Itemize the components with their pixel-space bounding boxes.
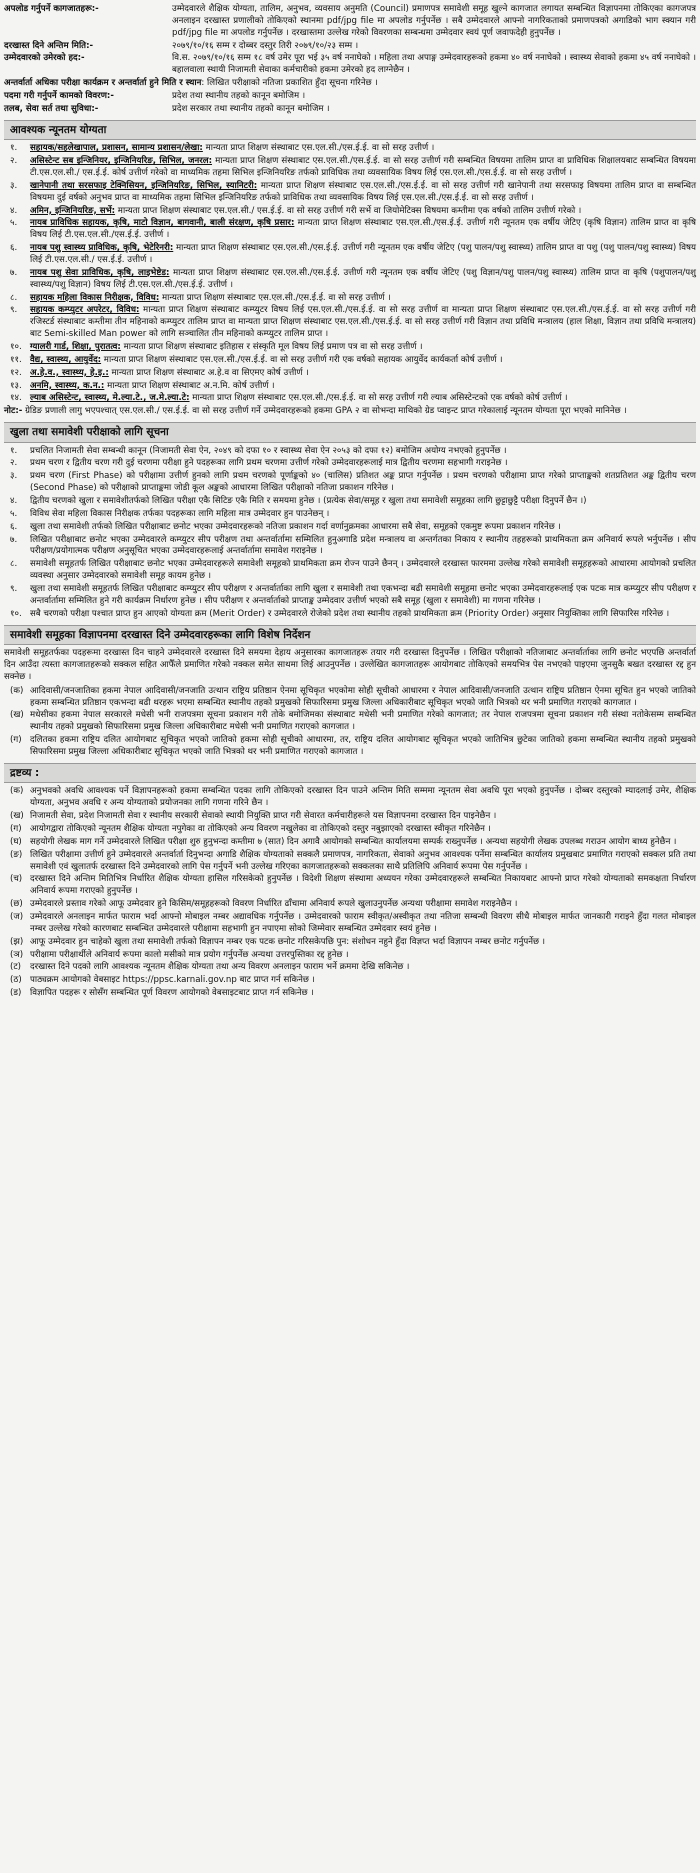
inclusive-heading: समावेशी समूहका विज्ञापनमा दरखास्त दिने उम्मेदवारहरूका लागि विशेष निर्देशन bbox=[4, 625, 696, 645]
age-limit-row bbox=[4, 53, 696, 77]
item-text: खुला तथा समावेशी समूहतर्फ लिखित परीक्षाबाट कम्प्युटर सीप परीक्षण र अन्तर्वार्ताका लागि खुला र समावेशी तथा एकभन्दा बढी समावेशी समूहमा छनोट भएका उम्मेदवारहरूलाई एक पटक मात्र कम्प्युटर सीप परीक्षण र अन्तर्वार्तामा सम्मिलित हुने गरी कार्यक्रम निर्धारण हुनेछ । सीप परीक्षण र अन्तर्वार्ताको प्राप्ताङ्क उम्मेदवार उत्तीर्ण भएको सबै समूह (खुला र समावेशी) मा गणना गरिनेछ । bbox=[30, 584, 696, 606]
item-number: ११. bbox=[10, 354, 22, 365]
upload-docs-label: अपलोड गर्नुपर्ने कागजातहरू:- bbox=[4, 4, 99, 14]
item-body: मान्यता प्राप्त शिक्षण संस्थाबाट एस.एल.सी./एस.ई.ई. वा सो सरह उत्तीर्ण गरी एक वर्षको सहायक आयुर्वेद कार्यकर्ता कोर्ष उत्तीर्ण । bbox=[101, 354, 503, 365]
item-text: विज्ञापित पदहरू र सोसँग सम्बन्धित पूर्ण विवरण आयोगको वेबसाइटबाट प्राप्त गर्न सकिनेछ । bbox=[30, 988, 314, 999]
item-title: वैद्य, स्वास्थ्य, आयुर्वेद: bbox=[30, 354, 102, 365]
open-exam-item bbox=[4, 471, 696, 495]
open-exam-item bbox=[4, 509, 696, 521]
note-item bbox=[4, 786, 696, 810]
item-title: सहायक महिला विकास निरीक्षक, विविध: bbox=[30, 292, 160, 303]
item-text: मधेसीका हकमा नेपाल सरकारले मधेसी भनी राजपत्रमा सूचना प्रकाशन गरी तोके बमोजिमका संस्थाबाट मधेसी भनी प्रमाणित गरेको कागजात; तर नेपाल राजपत्रमा सूचना प्रकाशन गरी संस्था नतोकेसम्म सम्बन्धित स्थानीय तहको प्रमुखको सिफारिसमा प्रमुख जिल्ला अधिकारीबाट मधेसी भनी प्रमाणित गराएको कागजात । bbox=[30, 710, 696, 733]
item-number: ९. bbox=[10, 305, 18, 316]
qualification-item bbox=[4, 243, 696, 267]
qualification-item bbox=[4, 156, 696, 180]
item-number: (ञ) bbox=[10, 949, 24, 960]
note-item bbox=[4, 837, 696, 849]
inclusive-item bbox=[4, 686, 696, 710]
item-title: अमिन, इन्जिनियरिङ, सर्भे: bbox=[30, 205, 116, 216]
item-number: ७. bbox=[10, 267, 18, 278]
item-title: नायब पशु स्वास्थ्य प्राविधिक, कृषि, भेटेरिनरी: bbox=[30, 243, 174, 254]
item-number: (च) bbox=[10, 874, 23, 885]
item-number: १२. bbox=[10, 367, 22, 378]
upload-docs-value: उम्मेदवारले शैक्षिक योग्यता, तालिम, अनुभव, व्यवसाय अनुमति (Council) प्रमाणपत्र समावेशी समूह खुल्ने कागजात लगायत सम्बन्धित विज्ञापनमा तोकिएका कागजपत्र अनलाइन दरखास्त प्रणालीको तोकिएको स्थानमा pdf/jpg file मा अपलोड गर्नुपर्नेछ । सबै उम्मेदवारले आफ्नो नागरिकताको प्रमाणपत्रको अगाडिको भाग स्क्यान गरी pdf/jpg file मा अपलोड गर्नुपर्नेछ । दरखास्तमा उल्लेख गरेको विवरणका सम्बन्धमा उम्मेदवार स्वयं पूर्ण जवाफदेही हुनुपर्नेछ । bbox=[172, 4, 696, 38]
item-number: (ग) bbox=[10, 735, 22, 746]
job-description-label: पदमा गरी गर्नुपर्ने कामको विवरण:- bbox=[4, 91, 114, 102]
item-number: १०. bbox=[10, 608, 22, 619]
item-body: मान्यता प्राप्त शिक्षण संस्थाबाट एस.एल.सी./एस.ई.ई. वा सो सरह उत्तीर्ण गरी सम्बन्धित विषयमा तालिम प्राप्त वा प्राविधिक शिक्षालयबाट सम्बन्धित विषयमा टी.एस.एल.सी./ एस.ई.ई. कोर्ष उत्तीर्ण गरेको वा माध्यमिक तहमा सिभिल इन्जिनियरिङ तर्फको प्राविधिक तथा व्यवसायिक विषय लिई एस.एल.सी./एस.ई.ई. वा सो सरह उत्तीर्ण । bbox=[30, 156, 696, 178]
item-text: सहयोगी लेखक माग गर्ने उम्मेदवारले लिखित परीक्षा शुरु हुनुभन्दा कम्तीमा ७ (सात) दिन अगावै आयोगको सम्बन्धित कार्यालयमा सम्पर्क राख्नुपर्नेछ । अन्यथा सहयोगी लेखक उपलब्ध गराउन आयोग बाध्य हुनेछैन । bbox=[30, 836, 677, 847]
item-body: मान्यता प्राप्त शिक्षण संस्थाबाट अ.न.मि. कोर्ष उत्तीर्ण । bbox=[104, 380, 275, 391]
item-body: मान्यता प्राप्त शिक्षण संस्थाबाट अ.हे.व वा सिएमए कोर्ष उत्तीर्ण । bbox=[108, 367, 309, 378]
item-title: अनमि, स्वास्थ्य, क.न.: bbox=[30, 380, 105, 391]
open-exam-item bbox=[4, 609, 696, 621]
qualification-item bbox=[4, 293, 696, 305]
item-number: (ड) bbox=[10, 988, 22, 999]
qualification-item bbox=[4, 368, 696, 380]
notes-list bbox=[4, 786, 696, 1000]
note-item bbox=[4, 874, 696, 898]
item-text: प्रथम चरण (First Phase) को परीक्षामा उत्तीर्ण हुनको लागि प्रथम चरणको पूर्णाङ्कको ४० (चालिस) प्रतिशत अङ्क प्राप्त गर्नुपर्नेछ । प्रथम चरणको परीक्षामा प्राप्त गरेको प्राप्ताङ्कको शतप्रतिशत अङ्क द्वितीय चरण (Second Phase) को परीक्षाको प्राप्ताङ्कमा जोडी कूल अङ्कको आधारमा लिखित परीक्षाको नतिजा प्रकाशन गरिनेछ । bbox=[30, 471, 696, 494]
inclusive-item bbox=[4, 735, 696, 759]
item-number: ९. bbox=[10, 584, 18, 595]
item-text: परीक्षामा परीक्षार्थीले अनिवार्य रूपमा कालो मसीको मात्र प्रयोग गर्नुपर्नेछ अन्यथा उत्तरपुस्तिका रद्द हुनेछ । bbox=[30, 949, 349, 960]
exam-schedule-value: : लिखित परीक्षाको नतिजा प्रकाशित हुँदा सूचना गरिनेछ । bbox=[201, 78, 378, 89]
salary-value: प्रदेश सरकार तथा स्थानीय तहको कानून बमोजिम । bbox=[172, 103, 330, 114]
open-exam-item bbox=[4, 458, 696, 470]
inclusive-item bbox=[4, 710, 696, 734]
item-number: १४. bbox=[10, 393, 22, 404]
item-number: ८. bbox=[10, 559, 18, 570]
item-text: अनुभवको अवधि आवश्यक पर्ने विज्ञापनहरूको हकमा सम्बन्धित पदका लागि तोकिएको दरखास्त दिन पाउने अन्तिम मिति सम्ममा न्यूनतम सेवा अवधि पूरा भएको हुनुपर्नेछ । दोब्बर दस्तुरको म्यादलाई उमेर, शैक्षिक योग्यता, अनुभव अवधि र अन्य योग्यताको प्रयोजनका लागि गणना गरिने छैन । bbox=[30, 786, 696, 809]
item-number: १. bbox=[10, 445, 18, 456]
qualification-note bbox=[4, 406, 696, 418]
salary-label: तलब, सेवा सर्त तथा सुविधा:- bbox=[4, 103, 99, 114]
item-body: मान्यता प्राप्त शिक्षण संस्थाबाट एस.एल.सी./एस.ई.ई. वा सो सरह उत्तीर्ण गरी खानेपानी तथा सरसफाइ विषयमा तालिम प्राप्त वा सम्बन्धित विषयमा दुई वर्षको अनुभव प्राप्त वा माध्यमिक तहमा सिभिल इन्जिनियरिङ तर्फको प्राविधिक तथा व्यवसायिक विषय लिई एस.एल.सी./एस.ई.ई. वा सो सरह उत्तीर्ण । bbox=[30, 180, 696, 203]
item-number: (ट) bbox=[10, 962, 22, 973]
qualification-item bbox=[4, 218, 696, 242]
item-text: लिखित परीक्षाबाट छनोट भएका उम्मेदवारले कम्प्युटर सीप परीक्षण तथा अन्तर्वार्तामा सम्मिलित हुनुअगाडि प्रदेश मन्त्रालय वा अन्तर्गतका निकाय र स्थानीय तहहरूको प्राथमिकता क्रम अनिवार्य रूपले भर्नुपर्नेछ । सीप परीक्षण/प्रयोगात्मक परीक्षण अनुसूचित भएका उम्मेदवारहरूलाई अन्तर्वार्तामा समावेश गराइनेछ । bbox=[30, 534, 696, 557]
inclusive-intro: समावेशी समूहतर्फका पदहरूमा दरखास्त दिन चाहने उम्मेदवारले दरखास्त दिने समयमा देहाय अनुसारका कागजातहरू तयार गरी दरखास्त दिनुपर्नेछ । लिखित परीक्षाको नतिजाबाट अन्तर्वार्ताका लागि छनोट भएपछि अन्तर्वार्ता दिन आउँदा त्यस्ता कागजातहरूको सक्कल सहित आफैँले प्रमाणित गरेको नक्कल समेत साथमा लिई आउनुपर्नेछ । उल्लेखित कागजातहरू आयोगबाट तोकिएको समयभित्र पेस नभएको पाइएमा जुनसुकै बखत दरखास्त रद्द हुन सक्नेछ । bbox=[4, 648, 696, 682]
exam-schedule-line bbox=[4, 78, 696, 90]
item-text: दलितका हकमा राष्ट्रिय दलित आयोगबाट सूचिकृत भएको जातिको हकमा सोही सूचीको आधारमा, तर, राष्ट्रिय दलित आयोगबाट सूचिकृत भएको जातिभित्र छुटेका जातिको हकमा सम्बन्धित स्थानीय तहको प्रमुखको सिफारिसमा प्रमुख जिल्ला अधिकारीबाट सूचिकृत भएको जाति भित्रको थर भनी प्रमाणित गराएको कागजात । bbox=[30, 735, 696, 757]
item-number: १. bbox=[10, 143, 18, 154]
item-title: असिस्टेन्ट सब इन्जिनियर, इन्जिनियरिङ, सिभिल, जनरल: bbox=[30, 156, 213, 167]
item-text: लिखित परीक्षामा उत्तीर्ण हुने उम्मेदवारले अन्तर्वार्ता दिनुभन्दा अगाडि शैक्षिक योग्यताको सक्कलै प्रमाणपत्र, नागरिकता, सेवाको अनुभव आवश्यक पर्नेमा सम्बन्धित कार्यालय प्रमुखबाट प्रमाणित गराएको सक्कल प्रति तथा समावेशी एवं खुलातर्फ दरखास्त दिने उम्मेदवारको लागि पेस गर्नुपर्ने भनी उल्लेख गरिएका कागजातहरूको सक्कलका साथै प्रतिलिपि अनिवार्य रूपमा पेस गर्नुपर्नेछ । bbox=[30, 849, 696, 872]
open-exam-heading: खुला तथा समावेशी परीक्षाको लागि सूचना bbox=[4, 422, 696, 442]
item-number: (झ) bbox=[10, 936, 24, 947]
item-text: दरखास्त दिने अन्तिम मितिभित्र निर्धारित शैक्षिक योग्यता हासिल गरिसकेको हुनुपर्नेछ । विदेशी शिक्षण संस्थामा अध्ययन गरेका उम्मेदवारहरूले सम्बन्धित निकायबाट आफ्नो प्राप्त गरेको योग्यताको समकक्षता निर्धारण अनिवार्य रूपमा गराएको हुनुपर्नेछ । bbox=[30, 874, 696, 897]
item-title: ल्याब असिस्टेन्ट, स्वास्थ्य, मे.ल्या.टे., ज.मे.ल्या.टे: bbox=[30, 393, 190, 404]
item-number: २. bbox=[10, 156, 18, 167]
item-number: (क) bbox=[10, 685, 24, 696]
exam-schedule-label: अन्तर्वार्ता अधिका परीक्षा कार्यक्रम र अन्तर्वार्ता हुने मिति र स्थान bbox=[4, 78, 202, 89]
upload-docs-row bbox=[4, 4, 696, 40]
note-item bbox=[4, 899, 696, 911]
open-exam-item bbox=[4, 446, 696, 458]
item-number: (ख) bbox=[10, 710, 24, 721]
item-number: ७. bbox=[10, 534, 18, 545]
item-number: ६. bbox=[10, 243, 18, 254]
item-text: पाठ्यक्रम आयोगको वेबसाइट https://ppsc.karnali.gov.np बाट प्राप्त गर्न सकिनेछ । bbox=[30, 975, 315, 986]
item-number: ८. bbox=[10, 292, 18, 303]
item-body: मान्यता प्राप्त शिक्षण संस्थाबाट एस.एल.सी./एस.ई.ई. वा सो सरह उत्तीर्ण । bbox=[159, 292, 391, 303]
salary-row bbox=[4, 104, 696, 116]
deadline-row bbox=[4, 41, 696, 53]
qualification-item bbox=[4, 381, 696, 393]
item-text: खुला तथा समावेशी तर्फको लिखित परीक्षाबाट छनोट भएका उम्मेदवारहरूको नतिजा प्रकाशन गर्दा वर्णानुक्रमका आधारमा सबै सेवा, समूहको एकमुष्ट रूपमा प्रकाशन गरिनेछ । bbox=[30, 521, 561, 532]
item-title: सहायक/सहलेखापाल, प्रशासन, सामान्य प्रशासन/लेखा: bbox=[30, 143, 203, 154]
item-text: उम्मेदवारले प्रस्ताव गरेको आफू उम्मेदवार हुने किसिम/समूहहरूको विवरण निर्धारित ढाँचामा अनिवार्य रूपले खुलाउनुपर्नेछ अन्यथा परीक्षामा समावेश गराइनेछैन । bbox=[30, 899, 518, 910]
item-body: मान्यता प्राप्त शिक्षण संस्थाबाट एस.एल.सी./एस.ई.ई. उत्तीर्ण गरी न्यूनतम एक वर्षीय जेटिए (पशु पालन/पशु स्वास्थ्य) तालिम प्राप्त वा पशु (पशु पालन/पशु स्वास्थ्य) विषय लिई टी.एस.एल.सी./ एस.ई.ई. उत्तीर्ण । bbox=[30, 243, 696, 265]
qualification-item bbox=[4, 305, 696, 341]
item-body: मान्यता प्राप्त शिक्षण संस्थाबाट एस.एल.सी./एस.ई.ई. वा सो सरह उत्तीर्ण । bbox=[202, 143, 435, 154]
item-text: आयोगद्वारा तोकिएको न्यूनतम शैक्षिक योग्यता नपुगेका वा तोकिएको अन्य विवरण नखुलेका वा तोकिएको दस्तुर नबुझाएको दरखास्त स्वीकृत गरिनेछैन । bbox=[30, 823, 491, 834]
open-exam-item bbox=[4, 584, 696, 608]
item-number: (ख) bbox=[10, 811, 24, 822]
item-number: (ग) bbox=[10, 823, 22, 834]
note-item bbox=[4, 975, 696, 987]
qualification-list bbox=[4, 143, 696, 405]
item-number: २. bbox=[10, 458, 18, 469]
item-body: मान्यता प्राप्त शिक्षण संस्थाबाट एस.एल.सी./एस.ई.ई. उत्तीर्ण गरी न्यूनतम एक वर्षीय जेटिए (पशु विज्ञान/पशु पालन/पशु स्वास्थ्य) तालिम प्राप्त वा कृषि (पशुपालन/पशु स्वास्थ्य/पशु विज्ञान) विषय लिई टी.एस.एल.सी./एस.ई.ई. उत्तीर्ण । bbox=[30, 267, 696, 290]
item-text: प्रथम चरण र द्वितीय चरण गरी दुई चरणमा परीक्षा हुने पदहरूका लागि प्रथम चरणमा उत्तीर्ण गरेको उम्मेदवारहरूलाई मात्र द्वितीय चरणमा सहभागी गराइनेछ । bbox=[30, 458, 508, 469]
item-number: ५. bbox=[10, 508, 18, 519]
item-number: ४. bbox=[10, 496, 18, 507]
item-body: मान्यता प्राप्त शिक्षण संस्थाबाट इतिहास र संस्कृति मूल विषय लिई प्रमाण पत्र वा सो सरह उत्तीर्ण । bbox=[120, 341, 423, 352]
open-exam-item bbox=[4, 535, 696, 559]
open-exam-item bbox=[4, 559, 696, 583]
job-description-row bbox=[4, 91, 696, 103]
item-number: (घ) bbox=[10, 836, 22, 847]
item-number: ३. bbox=[10, 180, 18, 191]
note-item bbox=[4, 850, 696, 874]
age-limit-value: वि.स. २०७९/१०/१६ सम्म १८ वर्ष उमेर पूरा भई ३५ वर्ष ननाघेको । महिला तथा अपाङ्ग उम्मेदवारहरूको हकमा ४० वर्ष ननाघेको । स्वास्थ्य सेवाको हकमा ४५ वर्ष ननाघेको । बहालवाला स्थायी निजामती सेवाका कर्मचारीको हकमा उमेरको हद लाग्नेछैन । bbox=[172, 53, 696, 76]
item-text: समावेशी समूहतर्फ लिखित परीक्षाबाट छनोट भएका उम्मेदवारहरूले समावेशी समूहको प्राथमिकता क्रम रोज्न पाउने छैनन् । उम्मेदवारले दरखास्त फारममा उल्लेख गरेको समावेशी समूहहरूको आधारमा आयोगको प्रचलित व्यवस्था अनुसार उम्मेदवारको समावेशी समूह कायम हुनेछ । bbox=[30, 559, 696, 582]
note-item bbox=[4, 811, 696, 823]
item-text: उम्मेदवारले अनलाइन मार्फत फाराम भर्दा आफ्नो मोबाइल नम्बर अद्यावधिक गर्नुपर्नेछ । उम्मेदवारको फाराम स्वीकृत/अस्वीकृत तथा नतिजा सम्बन्धी विवरण सीधै मोबाइल मार्फत जानकारी गराइने हुँदा गलत मोबाइल नम्बर उल्लेख गरेको कारणबाट सम्बन्धित उम्मेदवारले परीक्षामा सहभागी हुन नपाएमा सोको जिम्मेवार सम्बन्धित उम्मेदवार स्वयं हुनेछ । bbox=[30, 911, 696, 934]
item-number: १३. bbox=[10, 380, 22, 391]
deadline-value: २०७९/१०/१६ सम्म र दोब्बर दस्तुर तिरी २०७९/१०/२३ सम्म । bbox=[172, 40, 359, 51]
qualification-item bbox=[4, 181, 696, 205]
item-number: ४. bbox=[10, 205, 18, 216]
item-text: सबै चरणको परीक्षा पश्चात प्राप्त हुन आएको योग्यता क्रम (Merit Order) र उम्मेदवारले रोजेको प्रदेश तथा स्थानीय तहको प्राथमिकता क्रम (Priority Order) अनुसार नियुक्तिका लागि सिफारिस गरिनेछ । bbox=[30, 608, 670, 619]
item-title: नायब प्राविधिक सहायक, कृषि, माटो विज्ञान, बागवानी, बाली संरक्षण, कृषि प्रसार: bbox=[30, 218, 295, 229]
deadline-label: दरखास्त दिने अन्तिम मिति:- bbox=[4, 40, 94, 51]
item-number: (ज) bbox=[10, 911, 24, 922]
item-text: निजामती सेवा, प्रदेश निजामती सेवा र स्थानीय सरकारी सेवाको स्थायी नियुक्ति प्राप्त गरी सेवारत कर्मचारीहरूले यस विज्ञापनमा दरखास्त दिन पाइनेछैन । bbox=[30, 811, 497, 822]
item-text: आदिवासी/जनजातिका हकमा नेपाल आदिवासी/जनजाति उत्थान राष्ट्रिय प्रतिष्ठान ऐनमा सूचिकृत भएकोमा सोही सूचीको आधारमा र नेपाल आदिवासी/जनजाति उत्थान राष्ट्रिय प्रतिष्ठान ऐनमा सूचित हुन भएको जातिको हकमा सम्बन्धित प्रतिष्ठान एकभन्दा बढी थरहरू भएमा सम्बन्धित स्थानीय तहको प्रमुखको सिफारिसमा प्रमुख जिल्ला अधिकारीबाट सूचिकृत भएको जाति भित्रको थर भनी प्रमाणित गराएको कागजात । bbox=[30, 685, 696, 708]
item-title: खानेपानी तथा सरसफाइ टेक्निसियन, इन्जिनियरिङ, सिभिल, स्यानिटरी: bbox=[30, 180, 258, 191]
note-label: नोट:- bbox=[4, 406, 23, 417]
item-number: (ङ) bbox=[10, 849, 23, 860]
qualification-item bbox=[4, 143, 696, 155]
item-body: मान्यता प्राप्त शिक्षण संस्थाबाट एस.एल.सी./एस.ई.ई. उत्तीर्ण गरी न्यूनतम एक वर्षीय जेटिए (कृषि विज्ञान) तालिम प्राप्त वा कृषि विषय लिई टी.एस.एल.सी./एस.ई.ई. उत्तीर्ण । bbox=[30, 218, 696, 241]
item-body: मान्यता प्राप्त शिक्षण संस्थाबाट कम्प्युटर विषय लिई एस.एल.सी./एस.ई.ई. वा सो सरह उत्तीर्ण वा मान्यता प्राप्त शिक्षण संस्थाबाट एस.एल.सी./एस.ई.ई. वा सो सरह उत्तीर्ण गरी रजिस्टर्ड संस्थाबाट कम्तीमा तीन महिनाको कम्प्युटर तालिम प्राप्त वा मान्यता प्राप्त शिक्षण संस्थाबाट एस.एल.सी./एस.ई.ई. वा सो सरह उत्तीर्ण गरी विज्ञान तथा प्रविधि मन्त्रालय (हाल शिक्षा, विज्ञान तथा प्रविधि मन्त्रालय) बाट Semi-skilled Man power को लागि सञ्चालित तीन महिनाको कम्प्युटर तालिम प्राप्त । bbox=[30, 305, 696, 340]
qualification-heading: आवश्यक न्यूनतम योग्यता bbox=[4, 120, 696, 140]
item-text: आफू उम्मेदवार हुन चाहेको खुला तथा समावेशी तर्फको विज्ञापन नम्बर एक पटक छनोट गरिसकेपछि पुन: संशोधन नहुने हुँदा विज्ञप्त भर्दा विज्ञापन नम्बर छनोट गर्नुपर्नेछ । bbox=[30, 936, 546, 947]
qualification-item bbox=[4, 393, 696, 405]
qualification-item bbox=[4, 342, 696, 354]
note-item bbox=[4, 962, 696, 974]
item-title: अ.हे.व., स्वास्थ्य, हे.इ.: bbox=[30, 367, 109, 378]
item-body: मान्यता प्राप्त शिक्षण संस्थाबाट एस.एल.सी./ एस.ई.ई. वा सो सरह उत्तीर्ण गरी सर्भे वा जियोमेटिक्स विषयमा कम्तीमा एक वर्षको तालिम उत्तीर्ण गरेको । bbox=[115, 205, 582, 216]
note-item bbox=[4, 950, 696, 962]
age-limit-label: उम्मेदवारको उमेरको हद:- bbox=[4, 53, 85, 64]
note-item bbox=[4, 988, 696, 1000]
item-number: (छ) bbox=[10, 899, 23, 910]
note-item bbox=[4, 937, 696, 949]
item-text: द्वितीय चरणको खुला र समावेशीतर्फको लिखित परीक्षा एकै सिटिङ एकै मिति र समयमा हुनेछ । (प्रत्येक सेवा/समूह र खुला तथा समावेशी समूहका लागि छुट्टाछुट्टै परीक्षा दिनुपर्ने छैन ।) bbox=[30, 496, 587, 507]
item-number: (क) bbox=[10, 786, 24, 797]
item-title: सहायक कम्प्युटर अपरेटर, विविध: bbox=[30, 305, 140, 316]
qualification-item bbox=[4, 268, 696, 292]
open-exam-item bbox=[4, 496, 696, 508]
item-title: ग्यालरी गार्ड, शिक्षा, पुरातत्व: bbox=[30, 341, 121, 352]
item-text: विविध सेवा महिला विकास निरीक्षक तर्फका पदहरूका लागि महिला मात्र उम्मेदवार हुन पाउनेछन् । bbox=[30, 508, 330, 519]
notes-heading: द्रष्टव्य : bbox=[4, 763, 696, 783]
open-exam-item bbox=[4, 522, 696, 534]
item-number: ६. bbox=[10, 521, 18, 532]
open-exam-list bbox=[4, 446, 696, 621]
note-text: ग्रेडिङ प्रणाली लागु भएपश्चात् एस.एल.सी./ एस.ई.ई. वा सो सरह उत्तीर्ण गर्ने उम्मेदवारहरूको हकमा GPA २ वा सोभन्दा माथिको ग्रेड प्वाइन्ट प्राप्त गरेकालाई न्यूनतम योग्यता पूरा भएको मानिनेछ । bbox=[22, 406, 627, 417]
item-title: नायब पशु सेवा प्राविधिक, कृषि, लाइभेष्टेड: bbox=[30, 267, 170, 278]
qualification-item bbox=[4, 355, 696, 367]
note-item bbox=[4, 824, 696, 836]
job-description-value: प्रदेश तथा स्थानीय तहको कानून बमोजिम । bbox=[172, 91, 306, 102]
item-number: ३. bbox=[10, 471, 18, 482]
item-number: ५. bbox=[10, 218, 18, 229]
item-body: मान्यता प्राप्त शिक्षण संस्थाबाट एस.एल.सी./एस.ई.ई. वा सो सरह उत्तीर्ण गरी ल्याब असिस्टेन्टको एक वर्षको कोर्ष उत्तीर्ण । bbox=[189, 393, 568, 404]
item-number: १०. bbox=[10, 341, 22, 352]
inclusive-list bbox=[4, 686, 696, 759]
note-item bbox=[4, 912, 696, 936]
item-text: प्रचलित निजामती सेवा सम्बन्धी कानून (निजामती सेवा ऐन, २०४९ को दफा १० र स्वास्थ्य सेवा ऐन २०५३ को दफा १२) बमोजिम अयोग्य नभएको हुनुपर्नेछ । bbox=[30, 445, 507, 456]
qualification-item bbox=[4, 206, 696, 218]
item-number: (ठ) bbox=[10, 975, 22, 986]
notice-page bbox=[4, 0, 696, 1005]
item-text: दरखास्त दिने पदको लागि आवश्यक न्यूनतम शैक्षिक योग्यता तथा अन्य विवरण अनलाइन फाराम भर्ने क्रममा देखि सकिनेछ । bbox=[30, 962, 410, 973]
